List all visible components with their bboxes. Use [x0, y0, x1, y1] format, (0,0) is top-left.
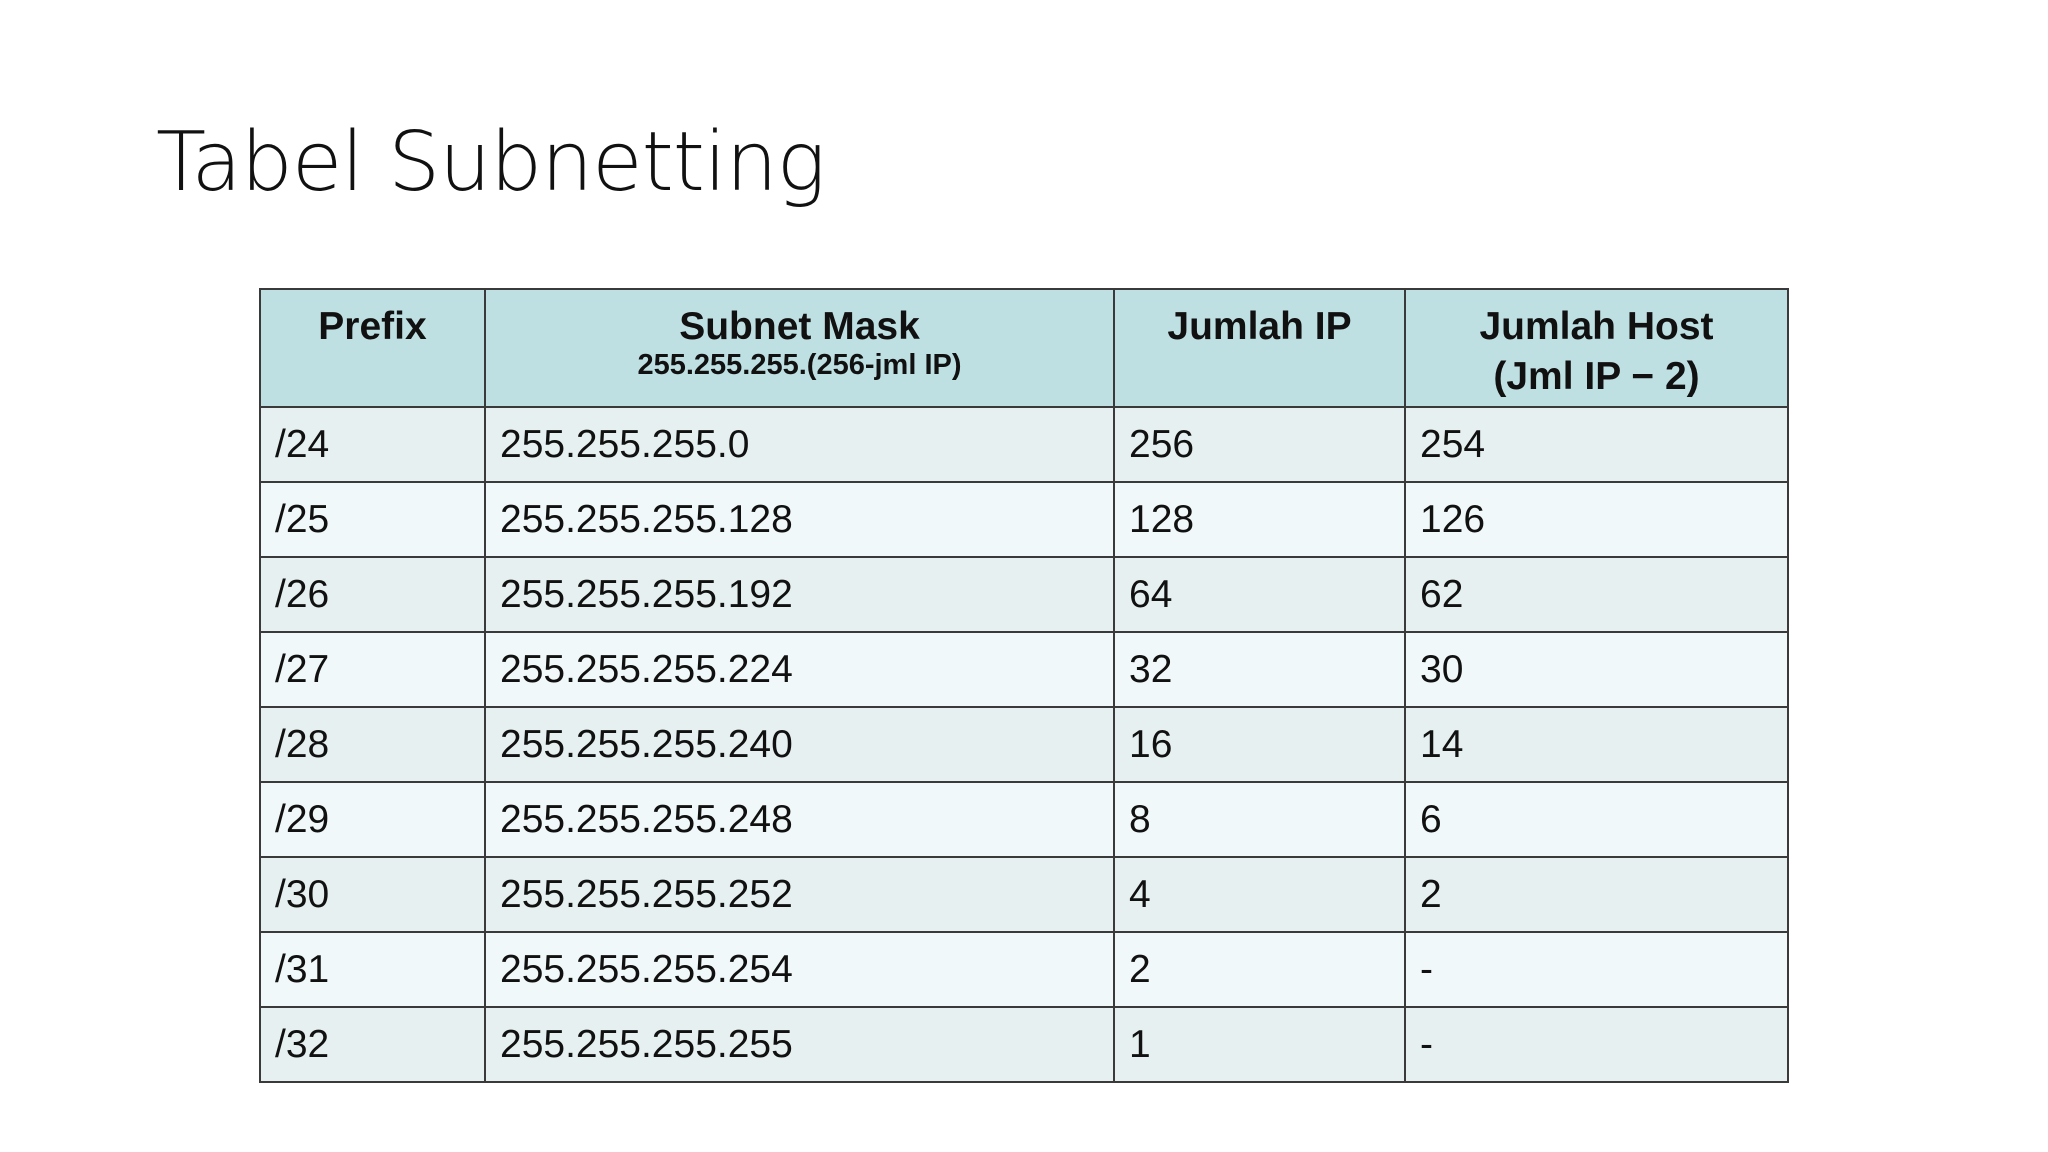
cell-subnet-mask: 255.255.255.224 — [485, 632, 1114, 707]
header-jumlah-ip-label: Jumlah IP — [1167, 305, 1352, 348]
cell-prefix: /31 — [260, 932, 485, 1007]
cell-subnet-mask: 255.255.255.0 — [485, 407, 1114, 482]
cell-subnet-mask: 255.255.255.252 — [485, 857, 1114, 932]
cell-jumlah-ip: 256 — [1114, 407, 1405, 482]
cell-jumlah-host: 126 — [1405, 482, 1788, 557]
cell-jumlah-host: 254 — [1405, 407, 1788, 482]
cell-prefix: /25 — [260, 482, 485, 557]
cell-jumlah-host: - — [1405, 932, 1788, 1007]
cell-jumlah-ip: 2 — [1114, 932, 1405, 1007]
cell-prefix: /30 — [260, 857, 485, 932]
header-jumlah-host-formula: (Jml IP − 2) — [1493, 355, 1700, 398]
cell-subnet-mask: 255.255.255.192 — [485, 557, 1114, 632]
cell-prefix: /24 — [260, 407, 485, 482]
cell-jumlah-ip: 8 — [1114, 782, 1405, 857]
subnet-table-container — [259, 288, 1787, 1083]
cell-subnet-mask: 255.255.255.254 — [485, 932, 1114, 1007]
cell-jumlah-host: 30 — [1405, 632, 1788, 707]
table-row — [260, 632, 1788, 707]
cell-prefix: /27 — [260, 632, 485, 707]
cell-jumlah-host: 14 — [1405, 707, 1788, 782]
cell-jumlah-host: - — [1405, 1007, 1788, 1082]
table-row — [260, 857, 1788, 932]
cell-jumlah-ip: 4 — [1114, 857, 1405, 932]
cell-jumlah-ip: 1 — [1114, 1007, 1405, 1082]
cell-subnet-mask: 255.255.255.248 — [485, 782, 1114, 857]
header-subnet-mask-label: Subnet Mask — [679, 305, 920, 348]
header-jumlah-ip — [1114, 289, 1405, 407]
cell-jumlah-host: 6 — [1405, 782, 1788, 857]
table-row — [260, 407, 1788, 482]
cell-subnet-mask: 255.255.255.128 — [485, 482, 1114, 557]
table-header — [260, 289, 1788, 407]
table-body — [260, 407, 1788, 1082]
cell-jumlah-host: 2 — [1405, 857, 1788, 932]
header-jumlah-host — [1405, 289, 1788, 407]
table-row — [260, 557, 1788, 632]
header-row — [260, 289, 1788, 407]
table-row — [260, 707, 1788, 782]
cell-jumlah-ip: 32 — [1114, 632, 1405, 707]
cell-jumlah-host: 62 — [1405, 557, 1788, 632]
cell-prefix: /29 — [260, 782, 485, 857]
cell-jumlah-ip: 64 — [1114, 557, 1405, 632]
header-prefix — [260, 289, 485, 407]
table-row — [260, 482, 1788, 557]
header-subnet-mask — [485, 289, 1114, 407]
header-jumlah-host-label: Jumlah Host — [1479, 305, 1714, 348]
table-row — [260, 1007, 1788, 1082]
cell-subnet-mask: 255.255.255.255 — [485, 1007, 1114, 1082]
header-prefix-label: Prefix — [318, 305, 427, 348]
cell-prefix: /28 — [260, 707, 485, 782]
cell-prefix: /26 — [260, 557, 485, 632]
table-row — [260, 932, 1788, 1007]
cell-jumlah-ip: 128 — [1114, 482, 1405, 557]
header-subnet-mask-formula: 255.255.255.(256-jml IP) — [637, 349, 962, 381]
cell-subnet-mask: 255.255.255.240 — [485, 707, 1114, 782]
cell-prefix: /32 — [260, 1007, 485, 1082]
table-row — [260, 782, 1788, 857]
subnet-table — [259, 288, 1789, 1083]
cell-jumlah-ip: 16 — [1114, 707, 1405, 782]
slide-title: Tabel Subnetting — [156, 115, 825, 210]
